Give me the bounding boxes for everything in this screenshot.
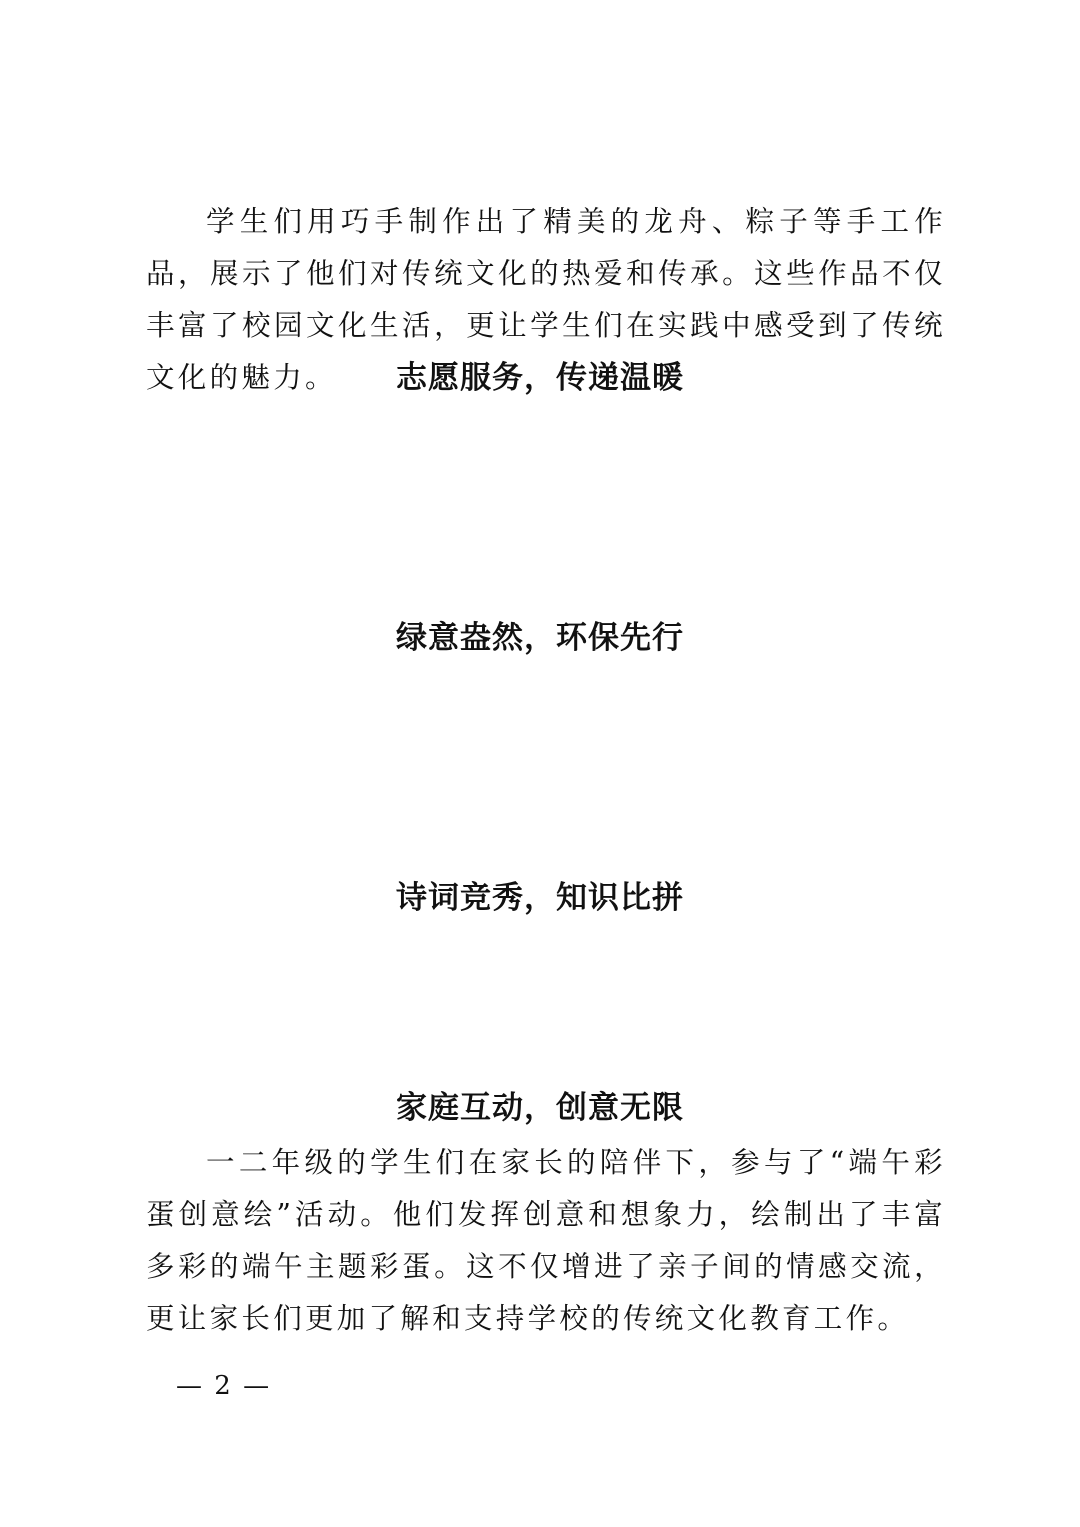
section-heading-volunteer: 志愿服务，传递温暖 [396,360,684,396]
section-heading-environment: 绿意盎然，环保先行 [396,620,684,656]
body-paragraph-crafts: 学生们用巧手制作出了精美的龙舟、粽子等手工作品，展示了他们对传统文化的热爱和传承。这些作品不仅丰富了校园文化生活，更让学生们在实践中感受到了传统文化的魅力。 [146,205,946,394]
section-heading-poetry: 诗词竞秀，知识比拼 [396,880,684,916]
body-paragraph-family: 一二年级的学生们在家长的陪伴下，参与了“端午彩蛋创意绘”活动。他们发挥创意和想象力，绘制出了丰富多彩的端午主题彩蛋。这不仅增进了亲子间的情感交流，更让家长们更加了解和支持学校的传统文化教育工作。 [146,1146,946,1335]
section-heading-family: 家庭互动，创意无限 [396,1090,684,1126]
page-number: — 2 — [176,1371,272,1401]
